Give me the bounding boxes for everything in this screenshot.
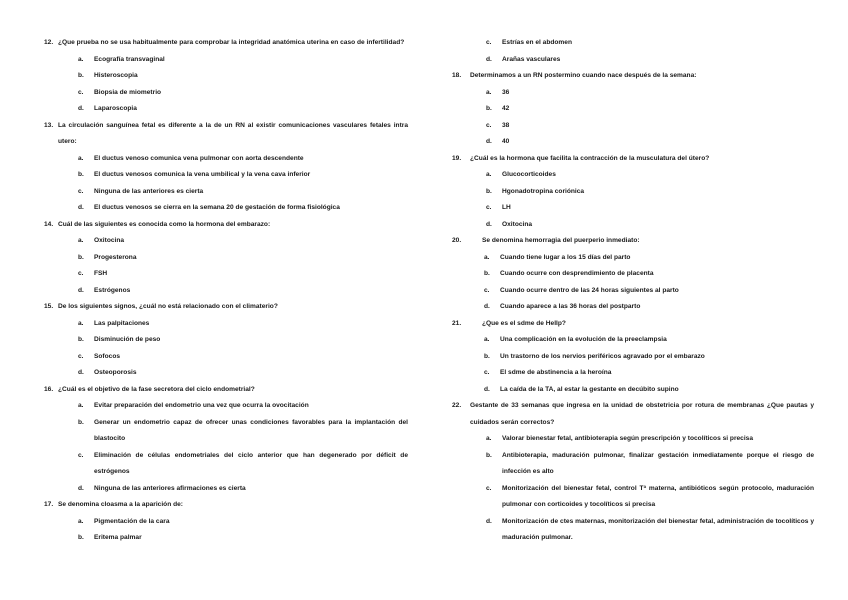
answer-option [44, 167, 408, 184]
continued-options [452, 35, 814, 68]
option-text: Cuando ocurre con desprendimiento de placenta [500, 270, 654, 277]
question-text: Se denomina hemorragia del puerperio inmediato: [482, 237, 640, 244]
question-stem [44, 497, 408, 514]
option-letter: d. [486, 138, 492, 145]
answer-option [44, 233, 408, 250]
option-text: Ninguna de las anteriores afirmaciones es cierta [94, 484, 246, 492]
left-column [44, 35, 408, 547]
option-letter: b. [78, 171, 84, 178]
option-text: Un trastorno de los nervios periféricos agravado por el embarazo [500, 352, 705, 360]
answer-option [452, 118, 814, 135]
option-letter: d. [486, 517, 492, 525]
option-letter: c. [78, 187, 84, 195]
answer-option [452, 481, 814, 514]
question-stem [452, 233, 814, 250]
question-number: 17. [44, 501, 54, 508]
option-text: El ductus venoso comunica vena pulmonar con aorta descendente [94, 154, 304, 162]
option-text: Glucocorticoides [502, 171, 556, 178]
option-text: Ninguna de las anteriores es cierta [94, 187, 204, 195]
answer-option [452, 266, 814, 283]
option-text: El ductus venosos comunica la vena umbilical y la vena cava inferior [94, 171, 311, 178]
option-letter: b. [484, 270, 490, 277]
option-letter: a. [78, 55, 84, 63]
option-letter: c. [486, 121, 492, 129]
option-text: 42 [502, 105, 510, 112]
option-letter: a. [78, 154, 84, 162]
option-text: Biopsia de miometrio [94, 88, 162, 96]
option-letter: a. [486, 88, 492, 96]
option-text: Monitorización del bienestar fetal, control Tª materna, antibióticos según protocolo, maduración pulmonar con corticoides y tocolíticos si precisa [502, 484, 814, 508]
answer-option [452, 514, 814, 547]
option-letter: a. [486, 171, 492, 178]
option-letter: c. [78, 270, 84, 277]
question-stem [44, 217, 408, 234]
option-letter: b. [484, 352, 490, 360]
question-number: 12. [44, 39, 54, 46]
question-number: 16. [44, 385, 54, 393]
option-letter: d. [484, 385, 490, 393]
answer-option [452, 52, 814, 69]
question-stem [44, 35, 408, 52]
option-letter: b. [486, 105, 492, 112]
answer-option [452, 167, 814, 184]
question-stem [452, 316, 814, 333]
answer-option [44, 101, 408, 118]
question-text: ¿Cuál es la hormona que facilita la contracción de la musculatura del útero? [470, 154, 710, 162]
option-letter: d. [486, 55, 492, 63]
option-text: Evitar preparación del endometrio una vez que ocurra la ovocitación [94, 402, 309, 409]
question-item [452, 68, 814, 151]
answer-option [44, 481, 408, 498]
answer-option [44, 184, 408, 201]
question-stem [452, 151, 814, 168]
answer-option [44, 365, 408, 382]
question-text: ¿Que es el sdme de Hellp? [482, 319, 566, 327]
question-stem [44, 118, 408, 151]
answer-option [452, 85, 814, 102]
option-letter: c. [486, 484, 492, 492]
question-number: 14. [44, 220, 54, 228]
answer-option [44, 349, 408, 366]
option-text: 38 [502, 121, 510, 129]
option-letter: a. [484, 336, 490, 343]
option-letter: a. [78, 319, 84, 327]
answer-option [44, 415, 408, 448]
option-text: Disminución de peso [94, 336, 161, 343]
question-text: Gestante de 33 semanas que ingresa en la unidad de obstetricia por rotura de membranas ¿Que pautas y cuidados serán correctos? [470, 402, 814, 426]
answer-option [452, 431, 814, 448]
answer-option [44, 266, 408, 283]
option-text: Arañas vasculares [502, 55, 561, 63]
answer-option [452, 299, 814, 316]
option-letter: b. [78, 534, 84, 541]
option-letter: b. [78, 336, 84, 343]
answer-option [452, 217, 814, 234]
option-letter: b. [78, 418, 84, 426]
option-letter: d. [486, 220, 492, 228]
option-letter: a. [78, 237, 84, 244]
question-text: ¿Cuál es el objetivo de la fase secretora del ciclo endometrial? [58, 385, 255, 393]
option-text: El ductus venosos se cierra en la semana 20 de gestación de forma fisiológica [94, 204, 340, 211]
option-text: Oxitocina [94, 237, 125, 244]
question-item [44, 118, 408, 217]
option-letter: d. [78, 484, 84, 492]
answer-option [44, 530, 408, 547]
option-text: 40 [502, 138, 510, 145]
question-number: 15. [44, 303, 54, 310]
question-number: 21. [452, 319, 462, 327]
answer-option [452, 250, 814, 267]
option-letter: a. [78, 517, 84, 525]
option-text: Una complicación en la evolución de la preeclampsia [500, 336, 667, 343]
option-text: Eliminación de células endometriales del ciclo anterior que han degenerado por déficit de estrógenos [94, 451, 408, 475]
option-text: Valorar bienestar fetal, antibioterapia según prescripción y tocolíticos si precisa [502, 435, 754, 442]
option-text: Cuando tiene lugar a los 15 días del parto [500, 253, 631, 261]
question-item [452, 316, 814, 399]
question-text: ¿Que prueba no se usa habitualmente para comprobar la integridad anatómica uterina en caso de infertilidad? [58, 39, 405, 46]
option-text: La caída de la TA, al estar la gestante en decúbito supino [500, 385, 679, 393]
answer-option [452, 35, 814, 52]
answer-option [452, 382, 814, 399]
answer-option [44, 316, 408, 333]
option-letter: c. [78, 88, 84, 96]
question-number: 22. [452, 402, 462, 409]
option-letter: b. [78, 253, 84, 261]
option-text: Oxitocina [502, 220, 533, 228]
answer-option [44, 448, 408, 481]
option-text: Histeroscopia [94, 72, 138, 79]
question-number: 19. [452, 154, 462, 162]
answer-option [452, 448, 814, 481]
option-text: Cuando ocurre dentro de las 24 horas siguientes al parto [500, 286, 679, 294]
question-item [44, 497, 408, 547]
option-letter: c. [484, 286, 490, 294]
option-text: LH [502, 204, 511, 211]
answer-option [452, 134, 814, 151]
option-text: Osteoporosis [94, 369, 137, 376]
option-letter: b. [78, 72, 84, 79]
question-number: 13. [44, 121, 54, 129]
option-letter: c. [484, 369, 490, 376]
option-letter: c. [486, 204, 492, 211]
question-item [452, 151, 814, 234]
option-text: Eritema palmar [94, 534, 142, 541]
answer-option [452, 283, 814, 300]
answer-option [452, 332, 814, 349]
question-item [44, 217, 408, 300]
question-item [44, 299, 408, 382]
question-text: Cuál de las siguientes es conocida como la hormona del embarazo: [58, 220, 271, 228]
option-text: Progesterona [94, 253, 137, 261]
right-column [452, 35, 814, 547]
answer-option [44, 52, 408, 69]
option-text: Estrógenos [94, 286, 131, 294]
answer-option [44, 85, 408, 102]
question-stem [44, 299, 408, 316]
option-letter: a. [484, 253, 490, 261]
question-stem [452, 68, 814, 85]
question-stem [44, 382, 408, 399]
option-letter: b. [486, 451, 492, 459]
option-letter: c. [78, 352, 84, 360]
option-text: Hgonadotropina coriónica [502, 187, 585, 195]
answer-option [452, 101, 814, 118]
option-text: 36 [502, 88, 510, 96]
option-text: Laparoscopia [94, 105, 137, 112]
question-text: Determinamos a un RN postermino cuando nace después de la semana: [470, 72, 697, 79]
question-stem [452, 398, 814, 431]
option-text: Ecografía transvaginal [94, 55, 165, 63]
answer-option [452, 200, 814, 217]
answer-option [44, 332, 408, 349]
question-text: Se denomina cloasma a la aparición de: [58, 501, 183, 508]
answer-option [452, 184, 814, 201]
question-number: 18. [452, 72, 462, 79]
option-letter: d. [78, 286, 84, 294]
option-text: Estrías en el abdomen [502, 39, 572, 46]
option-letter: a. [78, 402, 84, 409]
answer-option [44, 283, 408, 300]
option-letter: c. [486, 39, 492, 46]
answer-option [452, 365, 814, 382]
option-letter: a. [486, 435, 492, 442]
answer-option [44, 514, 408, 531]
answer-option [44, 250, 408, 267]
option-text: Pigmentación de la cara [94, 517, 170, 525]
option-text: Antibioterapia, maduración pulmonar, finalizar gestación inmediatamente porque el riesgo de infección es alto [502, 451, 814, 475]
option-letter: c. [78, 451, 84, 459]
question-item [44, 35, 408, 118]
option-text: Cuando aparece a las 36 horas del postparto [500, 303, 641, 310]
answer-option [44, 68, 408, 85]
question-item [44, 382, 408, 498]
option-text: Monitorización de ctes maternas, monitorización del bienestar fetal, administración de tocolíticos y maduración pulmonar. [502, 517, 814, 541]
option-letter: b. [486, 187, 492, 195]
option-letter: d. [484, 303, 490, 310]
option-text: FSH [94, 270, 108, 277]
option-text: Sofocos [94, 352, 121, 360]
option-letter: d. [78, 105, 84, 112]
question-item [452, 398, 814, 547]
option-text: Las palpitaciones [94, 319, 150, 327]
option-text: Generar un endometrio capaz de ofrecer unas condiciones favorables para la implantación del blastocito [94, 418, 408, 442]
option-letter: d. [78, 369, 84, 376]
answer-option [44, 151, 408, 168]
answer-option [44, 398, 408, 415]
answer-option [44, 200, 408, 217]
option-text: El sdme de abstinencia a la heroína [500, 369, 612, 376]
question-text: De los siguientes signos, ¿cuál no está relacionado con el climaterio? [58, 303, 278, 310]
question-number: 20. [452, 237, 462, 244]
question-text: La circulación sanguínea fetal es diferente a la de un RN al existir comunicaciones vasculares fetales intra utero: [58, 121, 408, 145]
option-letter: d. [78, 204, 84, 211]
question-item [452, 233, 814, 316]
answer-option [452, 349, 814, 366]
